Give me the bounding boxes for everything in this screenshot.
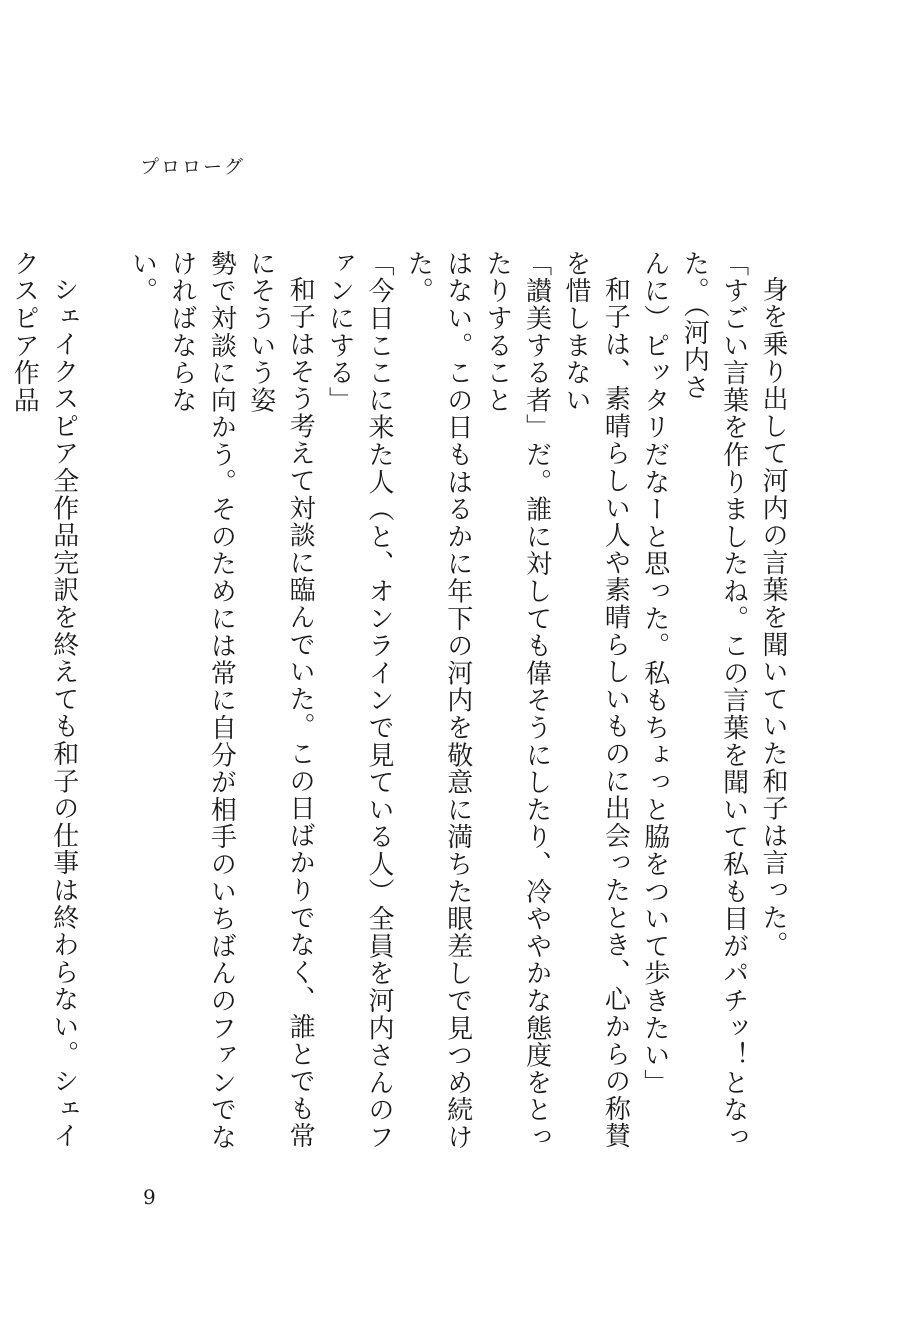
text-column-4: 和子は、素晴らしい人や素晴らしいものに出会ったとき、心からの称賛を惜しまない	[560, 250, 631, 1150]
page-number: 9	[143, 1185, 156, 1209]
text-column-1: 身を乗り出して河内の言葉を聞いていた和子は言った。	[758, 276, 788, 959]
text-column-5: 「讃美する者」だ。誰に対しても偉そうにしたり、冷ややかな態度をとったりすること	[482, 250, 552, 1151]
text-column-8: 和子はそう考えて対談に臨んでいた。この日ばかりでなく、誰とでも常にそういう姿	[245, 250, 316, 1150]
text-column-6: はない。この日もはるかに年下の河内を敬意に満ちた眼差しで見つめ続けた。	[403, 250, 473, 1151]
text-column-3: んに）ピッタリだなーと思った。私もちょっと脇をついて歩きたい」	[639, 250, 670, 1097]
text-column-7: 「今日ここに来た人（と、オンラインで見ている人）全員を河内さんのファンにする」	[324, 250, 394, 1151]
blank-column	[83, 250, 122, 1170]
text-column-13	[0, 250, 4, 1170]
running-head: プロローグ	[140, 156, 246, 178]
text-column-9: 勢で対談に向かう。そのためには常に自分が相手のいちばんのファンでなければならな	[166, 250, 237, 1151]
text-column-10: い。	[127, 250, 158, 305]
vertical-body-text	[9, 250, 792, 1170]
text-column-2: 「すごい言葉を作りましたね。この言葉を聞いて私も目がパチッ！となった。（河内さ	[679, 250, 749, 1151]
text-column-12: シェイクスピア全作品完訳を終えても和子の仕事は終わらない。シェイクスピア作品	[9, 250, 79, 1150]
